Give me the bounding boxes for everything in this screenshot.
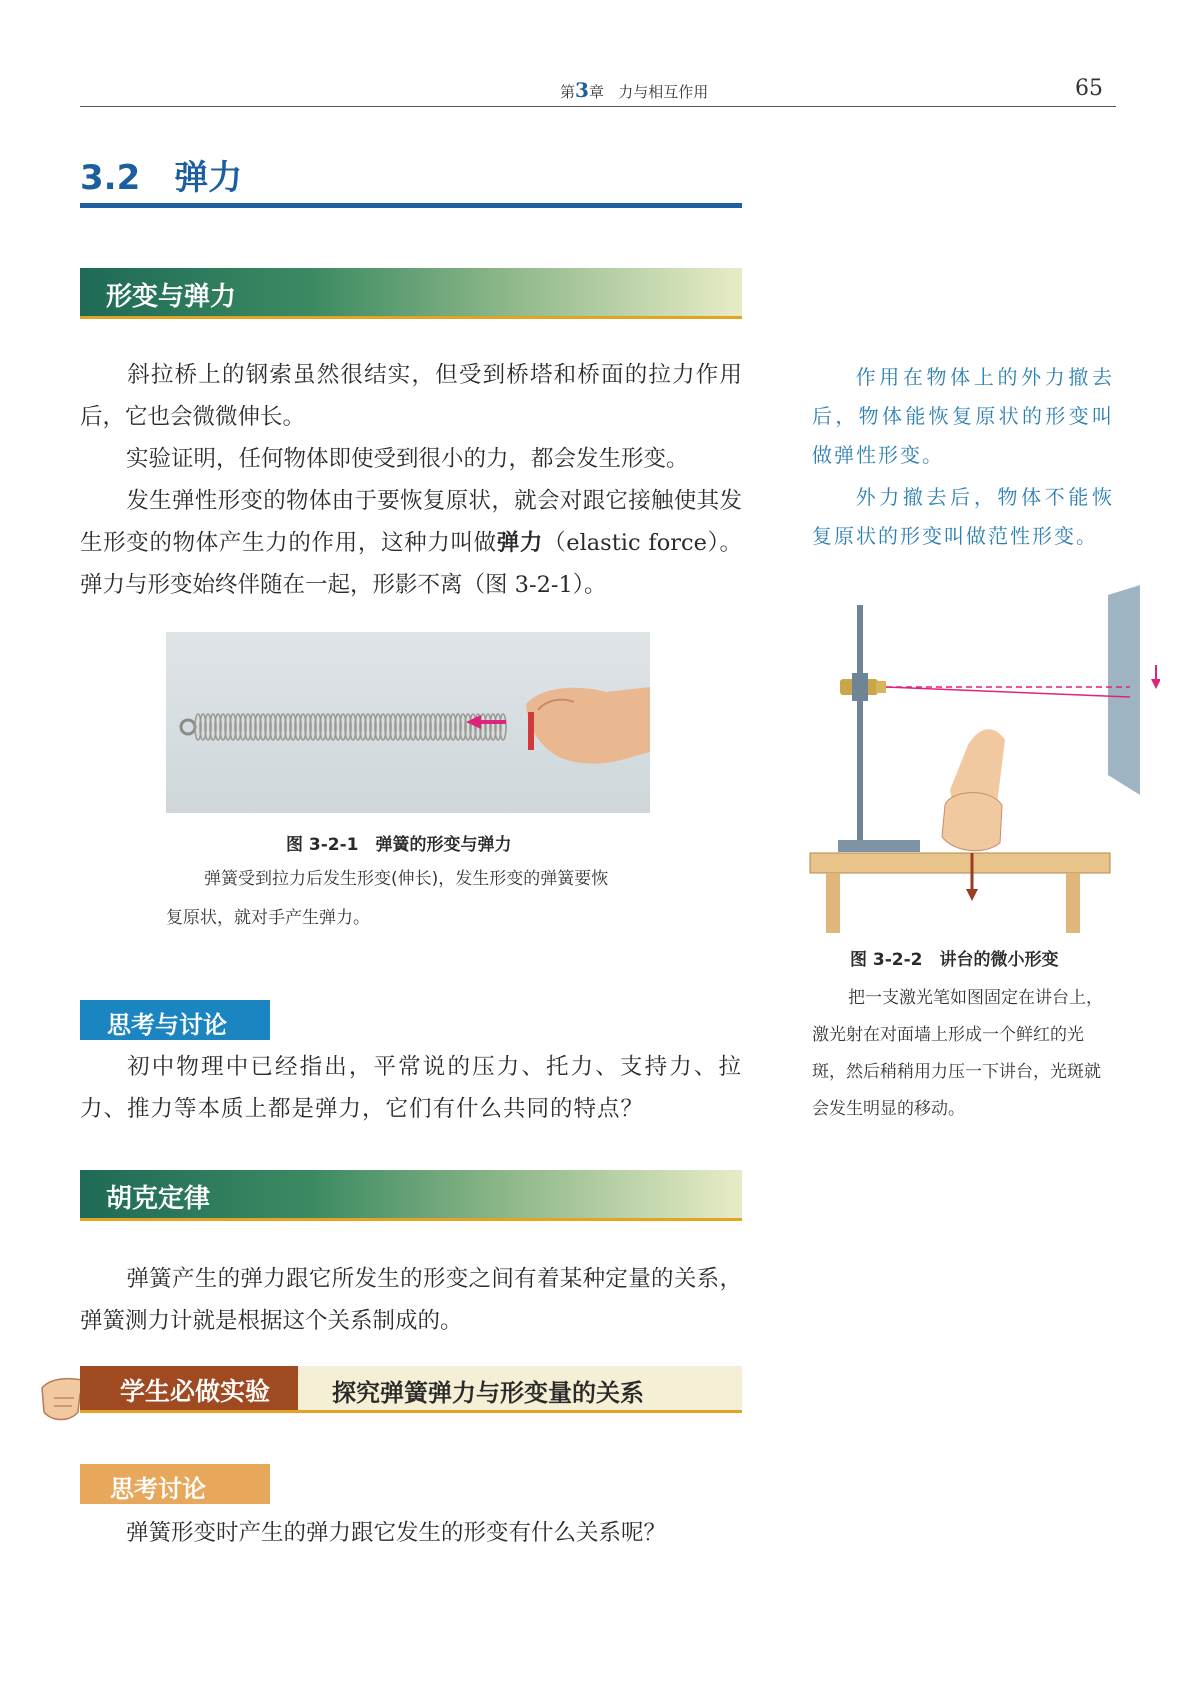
- page-number: 65: [1075, 76, 1103, 101]
- discussion-label: 思考与讨论: [107, 1011, 227, 1039]
- paragraph-bridge: [80, 354, 742, 438]
- section-number: 3.2: [80, 158, 141, 198]
- laser-beam-deflected: [886, 687, 1130, 697]
- chapter-suffix: 章: [588, 83, 604, 101]
- chapter-prefix: 第: [560, 83, 576, 101]
- discussion-body: 初中物理中已经指出，平常说的压力、托力、支持力、拉力、推力等本质上都是弹力，它们有什么共同的特点？: [80, 1054, 742, 1122]
- term-elastic-force: 弹力: [496, 530, 544, 556]
- spring-end-ring: [181, 720, 195, 734]
- section-rule: [80, 203, 742, 208]
- paragraph-text: 发生弹性形变的物体由于要恢复原状，就会对跟它接触使其发生形变的物体产生力的作用，这种力叫做: [80, 488, 742, 556]
- discussion2-label-box: [80, 1464, 270, 1504]
- stand-rod: [857, 605, 863, 850]
- header-rule: [80, 106, 1116, 107]
- desk-leg-right: [1066, 873, 1080, 933]
- chapter-title: 力与相互作用: [618, 83, 709, 101]
- desk-top: [810, 853, 1110, 873]
- press-arrowhead: [966, 889, 978, 901]
- paragraph-elastic-force: [80, 480, 742, 606]
- experiment-banner: [80, 1366, 742, 1413]
- paragraph-text: （elastic force）。弹力与形变始终伴随在一起，形影不离（图 3-2-1）。: [80, 530, 742, 598]
- subsection-title: 形变与弹力: [106, 282, 237, 312]
- side-note-text: 外力撤去后，物体不能恢复原状的形变叫做范性形变。: [812, 485, 1114, 548]
- figure2-caption: 把一支激光笔如图固定在讲台上，激光射在对面墙上形成一个鲜红的光斑，然后稍稍用力压一下讲台，光斑就会发生明显的移动。: [812, 988, 1103, 1119]
- figure1-caption-line1: 弹簧受到拉力后发生形变(伸长)，发生形变的弹簧要恢: [204, 869, 609, 889]
- running-head: [560, 78, 970, 102]
- stand-base: [838, 840, 920, 852]
- section-title: [80, 150, 242, 199]
- side-note-elastic-deformation: [812, 358, 1114, 475]
- subsection-title: 胡克定律: [106, 1184, 211, 1214]
- paragraph-hooke: [80, 1258, 742, 1342]
- force-arrowhead: [466, 715, 481, 729]
- discussion-label-box: [80, 1000, 270, 1040]
- subsection-banner-hooke: [80, 1170, 742, 1221]
- paragraph-experiment: [80, 438, 742, 480]
- discussion-text: [80, 1046, 742, 1130]
- side-note-plastic-deformation: [812, 478, 1114, 556]
- desk-laser-illustration: [790, 575, 1160, 935]
- figure2-title: 图 3-2-2 讲台的微小形变: [850, 950, 1059, 970]
- paragraph-text: 实验证明，任何物体即使受到很小的力，都会发生形变。: [126, 446, 689, 472]
- experiment-tag-label: 学生必做实验: [120, 1377, 271, 1406]
- discussion2-question: [80, 1512, 742, 1554]
- figure1-title: 图 3-2-1 弹簧的形变与弹力: [286, 835, 512, 855]
- side-note-text: 作用在物体上的外力撤去后，物体能恢复原状的形变叫做弹性形变。: [812, 365, 1114, 467]
- paragraph-text: 斜拉桥上的钢索虽然很结实，但受到桥塔和桥面的拉力作用后，它也会微微伸长。: [80, 362, 742, 430]
- paragraph-text: 弹簧产生的弹力跟它所发生的形变之间有着某种定量的关系，弹簧测力计就是根据这个关系制成的。: [80, 1266, 742, 1334]
- stand-clamp: [852, 673, 868, 701]
- chapter-number: 3: [575, 78, 589, 102]
- desk-leg-left: [826, 873, 840, 933]
- spring-coils: [195, 714, 506, 740]
- experiment-tag: [80, 1366, 298, 1410]
- section-name: 弹力: [174, 158, 243, 198]
- figure-desk-laser: [790, 575, 1160, 935]
- hand-shape: [526, 687, 650, 764]
- discussion2-label: 思考讨论: [110, 1475, 206, 1503]
- subsection-banner-deformation: [80, 268, 742, 319]
- fist-shape: [942, 793, 1002, 851]
- spring-illustration: [166, 632, 650, 813]
- wall-panel: [1108, 585, 1140, 795]
- figure-spring-photo: [166, 632, 650, 813]
- figure1-caption-line2: 复原状，就对手产生弹力。: [166, 908, 370, 928]
- experiment-title: 探究弹簧弹力与形变量的关系: [332, 1379, 644, 1407]
- question-text: 弹簧形变时产生的弹力跟它发生的形变有什么关系呢？: [126, 1520, 667, 1546]
